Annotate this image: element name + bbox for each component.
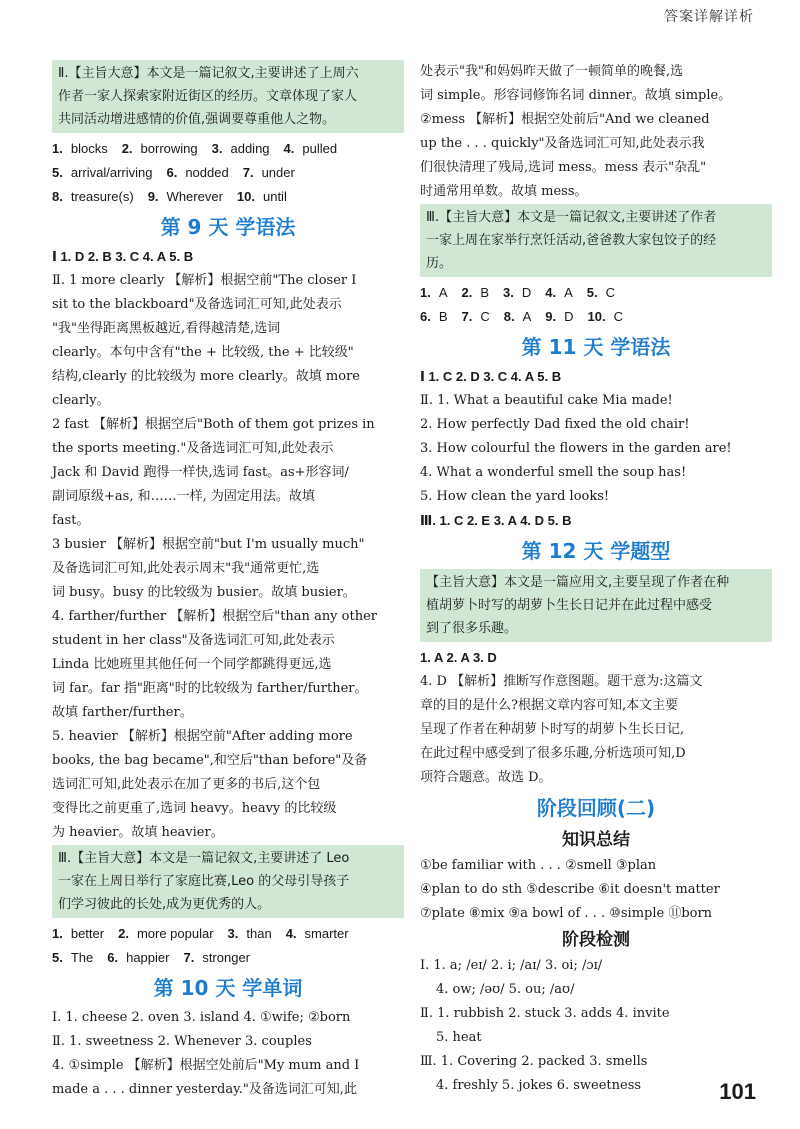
text-line: 3. How colourful the flowers in the garden are! xyxy=(420,441,732,456)
text-line: ⑦plate ⑧mix ⑨a bowl of . . . ⑩simple ⑪born xyxy=(420,906,713,921)
note-line: Ⅱ.【主旨大意】本文是一篇记叙文,主要讲述了上周六 xyxy=(58,66,359,81)
text-line: 呈现了作者在种胡萝卜时写的胡萝卜生长日记, xyxy=(420,722,685,737)
answer-item xyxy=(212,137,270,161)
text-line: books, the bag became",和空后"than before"及备 xyxy=(52,753,368,768)
summary-note-12 xyxy=(420,569,772,642)
text-line: student in her class"及备选词汇可知,此处表示 xyxy=(52,633,335,648)
answer-number: 6. xyxy=(107,950,119,965)
note-line: 共同活动增进感情的价值,强调要尊重他人之物。 xyxy=(58,112,336,127)
note-line: 植胡萝卜时写的胡萝卜生长日记并在此过程中感受 xyxy=(426,598,713,613)
answer-value: nodded xyxy=(185,165,229,180)
text-line: 3 busier 【解析】根据空前"but I'm usually much" xyxy=(52,537,365,552)
answer-item xyxy=(503,281,531,305)
answer-value: A xyxy=(522,309,532,324)
answer-number: 4. xyxy=(283,141,295,156)
answer-value: D xyxy=(521,285,532,300)
text-line: 5. How clean the yard looks! xyxy=(420,489,610,504)
answer-value: D xyxy=(564,309,574,324)
text-line: Linda 比她班里其他任何一个同学都跳得更远,选 xyxy=(52,657,332,672)
answer-value: stronger xyxy=(202,950,251,965)
answer-value: adding xyxy=(230,141,270,156)
text-line: up the . . . quickly"及备选词汇可知,此处表示我 xyxy=(420,136,705,151)
text-line: 结构,clearly 的比较级为 more clearly。故填 more xyxy=(52,369,360,384)
text-line: 词 far。far 指"距离"时的比较级为 farther/further。 xyxy=(52,681,368,696)
answer-item xyxy=(52,161,152,185)
answer-number: 3. xyxy=(211,141,223,156)
note-line: Ⅲ.【主旨大意】本文是一篇记叙文,主要讲述了作者 xyxy=(426,210,717,225)
answer-item xyxy=(52,946,93,970)
answer-row xyxy=(52,185,404,209)
answer-number: 1. xyxy=(420,285,431,300)
answer-item xyxy=(122,137,198,161)
answer-value: pulled xyxy=(302,141,338,156)
text-line: 为 heavier。故填 heavier。 xyxy=(52,825,224,840)
answer-item xyxy=(107,946,169,970)
answer-number: 8. xyxy=(52,189,63,204)
answer-item xyxy=(228,922,272,946)
answer-row xyxy=(52,137,404,161)
page-header: 答案详解详析 xyxy=(664,9,754,25)
day9-q5 xyxy=(52,725,404,845)
answer-item xyxy=(286,922,349,946)
text-line: 2 fast 【解析】根据空后"Both of them got prizes in xyxy=(52,417,375,432)
answer-row xyxy=(420,305,772,329)
answer-value: until xyxy=(262,189,287,204)
summary-title: 知识总结 xyxy=(562,830,630,850)
text-line: fast。 xyxy=(52,513,90,528)
answer-number: 6. xyxy=(420,309,431,324)
answer-value: than xyxy=(246,926,272,941)
answer-item xyxy=(545,281,573,305)
text-line: Ⅲ. 1. Covering 2. packed 3. smells xyxy=(420,1054,648,1069)
answer-item xyxy=(587,281,615,305)
note-line: 一家上周在家举行烹饪活动,爸爸教大家包饺子的经 xyxy=(426,233,717,248)
answer-item xyxy=(545,305,573,329)
text-line: 5. heavier 【解析】根据空前"After adding more xyxy=(52,729,353,744)
summary-note-r3 xyxy=(420,204,772,277)
answer-value: happier xyxy=(126,950,170,965)
day9-answers-1: Ⅰ 1. D 2. B 3. C 4. A 5. B xyxy=(52,249,194,264)
page-number: 101 xyxy=(719,1079,756,1104)
text-line: 处表示"我"和妈妈昨天做了一顿简单的晚餐,选 xyxy=(420,64,684,79)
answer-number: 3. xyxy=(503,285,514,300)
answer-item xyxy=(243,161,295,185)
answer-number: 9. xyxy=(147,189,159,204)
day10-line-2: Ⅱ. 1. sweetness 2. Whenever 3. couples xyxy=(52,1034,312,1049)
day11-title: 第 11 天 学语法 xyxy=(521,335,671,359)
answer-number: 3. xyxy=(227,926,239,941)
answer-row xyxy=(52,161,404,185)
note-line: 历。 xyxy=(426,256,453,271)
answer-value: smarter xyxy=(304,926,349,941)
answer-value: C xyxy=(613,309,623,324)
answer-item xyxy=(183,946,250,970)
text-line: Ⅱ. 1. What a beautiful cake Mia made! xyxy=(420,393,673,408)
text-line: 4. freshly 5. jokes 6. sweetness xyxy=(436,1078,642,1093)
answer-block-c xyxy=(420,281,772,329)
text-line: 在此过程中感受到了很多乐趣,分析选项可知,D xyxy=(420,746,686,761)
note-line: 到了很多乐趣。 xyxy=(426,621,518,636)
text-line: sit to the blackboard"及备选词汇可知,此处表示 xyxy=(52,297,342,312)
answer-value: C xyxy=(480,309,490,324)
text-line: 4. ①simple 【解析】根据空处前后"My mum and I xyxy=(52,1058,360,1073)
text-line: 时通常用单数。故填 mess。 xyxy=(420,184,588,199)
answer-block-b xyxy=(52,922,404,970)
answer-value: The xyxy=(70,950,94,965)
answer-item xyxy=(52,185,134,209)
answer-block-a xyxy=(52,137,404,209)
answer-item xyxy=(52,922,104,946)
test-title: 阶段检测 xyxy=(562,930,630,950)
note-line: 作者一家人探索家附近街区的经历。文章体现了家人 xyxy=(58,89,358,104)
day9-q4 xyxy=(52,605,404,725)
day11-sentences xyxy=(420,389,772,509)
text-line: Ⅱ. 1. rubbish 2. stuck 3. adds 4. invite xyxy=(420,1006,670,1021)
answer-number: 7. xyxy=(183,950,195,965)
answer-value: blocks xyxy=(70,141,108,156)
answer-number: 2. xyxy=(118,926,129,941)
answer-number: 10. xyxy=(587,309,606,324)
answer-number: 5. xyxy=(586,285,598,300)
answer-number: 7. xyxy=(461,309,473,324)
text-line: 5. heat xyxy=(436,1030,482,1045)
answer-value: B xyxy=(438,309,448,324)
answer-value: more popular xyxy=(136,926,214,941)
text-line: 4. What a wonderful smell the soup has! xyxy=(420,465,687,480)
answer-item xyxy=(284,137,338,161)
text-line: clearly。本句中含有"the + 比较级, the + 比较级" xyxy=(52,345,354,360)
day11-answers-1: Ⅰ 1. C 2. D 3. C 4. A 5. B xyxy=(420,369,562,384)
text-line: "我"坐得距离黑板越近,看得越清楚,选词 xyxy=(52,321,281,336)
text-line: 词 simple。形容词修饰名词 dinner。故填 simple。 xyxy=(420,88,732,103)
text-line: 2. How perfectly Dad fixed the old chair! xyxy=(420,417,690,432)
answer-number: 1. xyxy=(52,926,63,941)
answer-number: 4. xyxy=(545,285,557,300)
answer-item xyxy=(420,281,448,305)
day10-q4 xyxy=(52,1054,404,1102)
answer-row xyxy=(52,922,404,946)
answer-value: better xyxy=(70,926,105,941)
answer-value: under xyxy=(261,165,295,180)
day11-answers-3: Ⅲ. 1. C 2. E 3. A 4. D 5. B xyxy=(420,513,572,528)
answer-value: Wherever xyxy=(166,189,223,204)
day9-q3 xyxy=(52,533,404,605)
answer-item xyxy=(237,185,287,209)
stage-test xyxy=(420,954,772,1098)
day12-answers: 1. A 2. A 3. D xyxy=(420,650,497,665)
answer-item xyxy=(462,281,490,305)
summary-note-3 xyxy=(52,845,404,918)
note-line: 一家在上周日举行了家庭比赛,Leo 的父母引导孩子 xyxy=(58,874,350,889)
day9-q1 xyxy=(52,269,404,413)
text-line: 变得比之前更重了,选词 heavy。heavy 的比较级 xyxy=(52,801,337,816)
answer-number: 1. xyxy=(52,141,63,156)
text-line: Ⅱ. 1 more clearly 【解析】根据空前"The closer I xyxy=(52,273,357,288)
note-line: 【主旨大意】本文是一篇应用文,主要呈现了作者在种 xyxy=(426,575,730,590)
answer-number: 9. xyxy=(545,309,557,324)
answer-number: 7. xyxy=(242,165,254,180)
answer-number: 2. xyxy=(461,285,473,300)
right-column xyxy=(420,60,772,1098)
answer-number: 4. xyxy=(285,926,297,941)
day9-title: 第 9 天 学语法 xyxy=(160,215,296,239)
text-line: ④plan to do sth ⑤describe ⑥it doesn't matter xyxy=(420,882,720,897)
text-line: ①be familiar with . . . ②smell ③plan xyxy=(420,858,657,873)
answer-value: treasure(s) xyxy=(70,189,134,204)
review-title: 阶段回顾(二) xyxy=(536,796,656,820)
answer-item xyxy=(420,305,448,329)
day9-q2 xyxy=(52,413,404,533)
text-line: 4. farther/further 【解析】根据空后"than any other xyxy=(52,609,377,624)
text-line: clearly。 xyxy=(52,393,110,408)
left-column xyxy=(52,60,404,1102)
text-line: 项符合题意。故选 D。 xyxy=(420,770,552,785)
text-line: Ⅰ. 1. a; /eɪ/ 2. i; /aɪ/ 3. oi; /ɔɪ/ xyxy=(420,958,603,973)
text-line: 4. D 【解析】推断写作意图题。题干意为:这篇文 xyxy=(420,674,703,689)
summary-note-2 xyxy=(52,60,404,133)
answer-row xyxy=(52,946,404,970)
answer-number: 5. xyxy=(52,165,63,180)
knowledge-summary xyxy=(420,854,772,926)
answer-number: 10. xyxy=(236,189,255,204)
answer-row xyxy=(420,281,772,305)
text-line: 4. ow; /əʊ/ 5. ou; /aʊ/ xyxy=(436,982,575,997)
answer-item xyxy=(504,305,532,329)
day12-title: 第 12 天 学题型 xyxy=(521,539,671,563)
note-line: Ⅲ.【主旨大意】本文是一篇记叙文,主要讲述了 Leo xyxy=(58,851,350,866)
answer-value: arrival/arriving xyxy=(70,165,153,180)
answer-item xyxy=(118,922,213,946)
answer-value: B xyxy=(480,285,490,300)
text-line: 词 busy。busy 的比较级为 busier。故填 busier。 xyxy=(52,585,356,600)
answer-item xyxy=(52,137,108,161)
answer-item xyxy=(588,305,623,329)
note-line: 们学习彼此的长处,成为更优秀的人。 xyxy=(58,897,271,912)
answer-value: C xyxy=(605,285,616,300)
day12-q4 xyxy=(420,670,772,790)
answer-value: borrowing xyxy=(140,141,198,156)
answer-number: 8. xyxy=(503,309,515,324)
answer-value: A xyxy=(564,285,573,300)
text-line: the sports meeting."及备选词汇可知,此处表示 xyxy=(52,441,334,456)
text-line: 们很快清理了残局,选词 mess。mess 表示"杂乱" xyxy=(420,160,707,175)
answer-value: A xyxy=(438,285,448,300)
answer-number: 5. xyxy=(52,950,63,965)
text-line: 副词原级+as, 和……一样, 为固定用法。故填 xyxy=(52,489,315,504)
answer-item xyxy=(148,185,223,209)
answer-item xyxy=(166,161,228,185)
text-line: ②mess 【解析】根据空处前后"And we cleaned xyxy=(420,112,710,127)
text-line: Jack 和 David 跑得一样快,选词 fast。as+形容词/ xyxy=(52,465,349,480)
day10-line-1: Ⅰ. 1. cheese 2. oven 3. island 4. ①wife; ②born xyxy=(52,1010,351,1025)
continued-explanation xyxy=(420,60,772,204)
day10-title: 第 10 天 学单词 xyxy=(153,976,303,1000)
text-line: 选词汇可知,此处表示在加了更多的书后,这个包 xyxy=(52,777,321,792)
answer-item xyxy=(462,305,490,329)
text-line: 及备选词汇可知,此处表示周末"我"通常更忙,选 xyxy=(52,561,320,576)
answer-number: 6. xyxy=(166,165,178,180)
text-line: 故填 farther/further。 xyxy=(52,705,193,720)
answer-number: 2. xyxy=(121,141,133,156)
text-line: 章的目的是什么?根据文章内容可知,本文主要 xyxy=(420,698,679,713)
text-line: made a . . . dinner yesterday."及备选词汇可知,此 xyxy=(52,1082,357,1097)
